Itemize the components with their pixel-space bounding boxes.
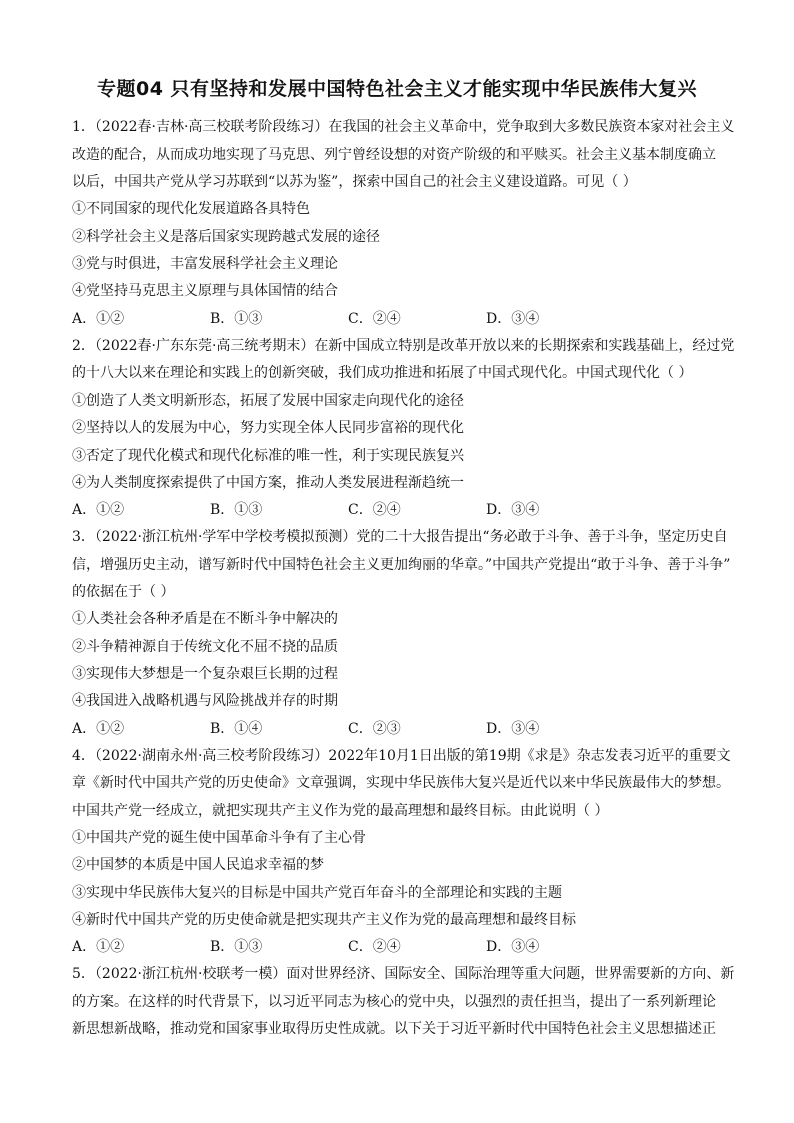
question-4-item-3: ③实现中华民族伟大复兴的目标是中国共产党百年奋斗的全部理论和实践的主题: [72, 885, 562, 901]
choice-b: B．①③: [210, 311, 263, 327]
question-2-stem-line-1: 2．（2022春·广东东莞·高三统考期末）在新中国成立特别是改革开放以来的长期探索和实践基础上，经过党: [72, 338, 735, 354]
question-3-item-1: ①人类社会各种矛盾是在不断斗争中解决的: [72, 611, 338, 627]
question-1-stem-line-3: 以后，中国共产党从学习苏联到“以苏为鉴”，探索中国自己的社会主义建设道路。可见（ ）: [72, 174, 637, 190]
choice-a: A．①②: [72, 939, 125, 955]
choice-c: C．②④: [348, 311, 401, 327]
choice-a: A．①②: [72, 311, 125, 327]
question-4-stem-line-1: 4．（2022·湖南永州·高三校考阶段练习）2022年10月1日出版的第19期《求是》杂志发表习近平的重要文: [72, 748, 731, 764]
question-1-stem-line-2: 改造的配合，从而成功地实现了马克思、列宁曾经设想的对资产阶级的和平赎买。社会主义基本制度确立: [72, 147, 716, 163]
question-1-stem-line-1: 1．（2022春·吉林·高三校联考阶段练习）在我国的社会主义革命中，党争取到大多数民族资本家对社会主义: [72, 119, 735, 135]
choice-c: C．②④: [348, 939, 401, 955]
question-4-stem-line-2: 章《新时代中国共产党的历史使命》文章强调，实现中华民族伟大复兴是近代以来中华民族最伟大的梦想。: [72, 775, 730, 791]
choice-d: D．③④: [486, 939, 540, 955]
question-1-item-1: ①不同国家的现代化发展道路各具特色: [72, 201, 310, 217]
question-1-item-4: ④党坚持马克思主义原理与具体国情的结合: [72, 283, 338, 299]
choice-d: D．③④: [486, 502, 540, 518]
question-4-item-4: ④新时代中国共产党的历史使命就是把实现共产主义作为党的最高理想和最终目标: [72, 912, 576, 928]
question-4-choices: [72, 937, 732, 957]
choice-b: B．①③: [210, 502, 263, 518]
choice-c: C．②④: [348, 502, 401, 518]
question-1-choices: [72, 309, 732, 329]
choice-a: A．①②: [72, 721, 125, 737]
question-1-item-3: ③党与时俱进，丰富发展科学社会主义理论: [72, 256, 338, 272]
question-3-stem-line-1: 3．（2022·浙江杭州·学军中学校考模拟预测）党的二十大报告提出“务必敢于斗争、善于斗争，坚定历史自: [72, 529, 728, 545]
question-1-item-2: ②科学社会主义是落后国家实现跨越式发展的途径: [72, 229, 380, 245]
question-3-stem-line-2: 信，增强历史主动，谱写新时代中国特色社会主义更加绚丽的华章。”中国共产党提出“敢于斗争、善于斗争”: [72, 557, 731, 573]
question-2-item-1: ①创造了人类文明新形态，拓展了发展中国家走向现代化的途径: [72, 393, 464, 409]
question-5-stem-line-3: 新思想新战略，推动党和国家事业取得历史性成就。以下关于习近平新时代中国特色社会主义思想描述正: [72, 1021, 716, 1037]
question-4-item-1: ①中国共产党的诞生使中国革命斗争有了主心骨: [72, 830, 366, 846]
choice-d: D．③④: [486, 721, 540, 737]
question-3-item-3: ③实现伟大梦想是一个复杂艰巨长期的过程: [72, 666, 338, 682]
choice-b: B．①④: [210, 721, 263, 737]
question-2-item-3: ③否定了现代化模式和现代化标准的唯一性，利于实现民族复兴: [72, 448, 464, 464]
question-2-stem-line-2: 的十八大以来在理论和实践上的创新突破，我们成功推进和拓展了中国式现代化。中国式现代化（ ）: [72, 365, 693, 381]
choice-c: C．②③: [348, 721, 401, 737]
question-3-stem-line-3: 的依据在于（ ）: [72, 584, 175, 600]
page-title: 专题04 只有坚持和发展中国特色社会主义才能实现中华民族伟大复兴: [96, 78, 698, 100]
question-5-stem-line-2: 的方案。在这样的时代背景下，以习近平同志为核心的党中央，以强烈的责任担当，提出了一系列新理论: [72, 994, 716, 1010]
question-3-item-2: ②斗争精神源自于传统文化不屈不挠的品质: [72, 639, 338, 655]
question-5-stem-line-1: 5．（2022·浙江杭州·校联考一模）面对世界经济、国际安全、国际治理等重大问题，世界需要新的方向、新: [72, 966, 735, 982]
question-3-item-4: ④我国进入战略机遇与风险挑战并存的时期: [72, 693, 338, 709]
question-2-choices: [72, 500, 732, 520]
question-4-item-2: ②中国梦的本质是中国人民追求幸福的梦: [72, 857, 324, 873]
choice-a: A．①②: [72, 502, 125, 518]
question-2-item-2: ②坚持以人的发展为中心，努力实现全体人民同步富裕的现代化: [72, 420, 464, 436]
question-3-choices: [72, 719, 732, 739]
choice-b: B．①③: [210, 939, 263, 955]
question-2-item-4: ④为人类制度探索提供了中国方案，推动人类发展进程渐趋统一: [72, 475, 464, 491]
question-4-stem-line-3: 中国共产党一经成立，就把实现共产主义作为党的最高理想和最终目标。由此说明（ ）: [72, 803, 609, 819]
choice-d: D．③④: [486, 311, 540, 327]
